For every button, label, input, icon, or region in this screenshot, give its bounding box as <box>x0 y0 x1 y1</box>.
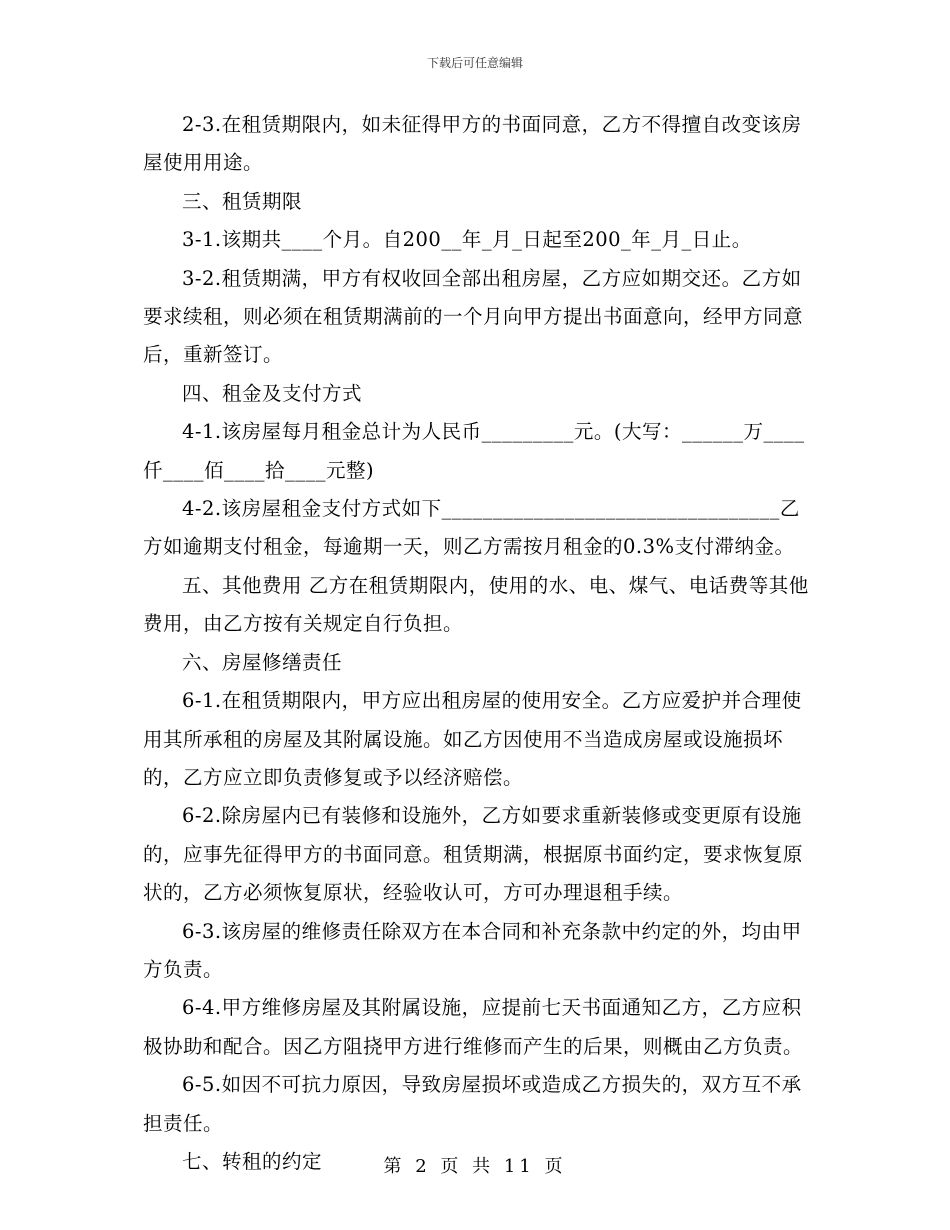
paragraph-4-2: 4-2.该房屋租金支付方式如下_________________________________乙方如逾期支付租金，每逾期一天，则乙方需按月租金的0.3%支付滞纳金。 <box>143 497 800 559</box>
paragraph-3-2: 3-2.租赁期满，甲方有权收回全部出租房屋，乙方应如期交还。乙方如要求续租，则必须在租赁期满前的一个月向甲方提出书面意向，经甲方同意后，重新签订。 <box>143 266 804 367</box>
paragraph-6-3: 6-3.该房屋的维修责任除双方在本合同和补充条款中约定的外，均由甲方负责。 <box>143 919 802 981</box>
document-body <box>143 106 811 1181</box>
paragraph-6-2: 6-2.除房屋内已有装修和设施外，乙方如要求重新装修或变更原有设施的，应事先征得甲方的书面同意。租赁期满，根据原书面约定，要求恢复原状的，乙方必须恢复原状，经验收认可，方可办理退租手续。 <box>143 804 804 905</box>
paragraph-6-5: 6-5.如因不可抗力原因，导致房屋损坏或造成乙方损失的，双方互不承担责任。 <box>143 1073 802 1135</box>
paragraph-2-3: 2-3.在租赁期限内，如未征得甲方的书面同意，乙方不得擅自改变该房屋使用用途。 <box>143 113 802 175</box>
paragraph-6-1: 6-1.在租赁期限内，甲方应出租房屋的使用安全。乙方应爱护并合理使用其所承租的房屋及其附属设施。如乙方因使用不当造成房屋或设施损坏的，乙方应立即负责修复或予以经济赔偿。 <box>143 689 802 789</box>
paragraph-3-1: 3-1.该期共____个月。自200__年_月_日起至200_年_月_日止。 <box>182 228 752 252</box>
section-heading-lease-term: 三、租赁期限 <box>182 189 303 213</box>
section-heading-repair-responsibility: 六、房屋修缮责任 <box>182 650 343 674</box>
section-other-fees: 五、其他费用 乙方在租赁期限内，使用的水、电、煤气、电话费等其他费用，由乙方按有关规定自行负担。 <box>143 573 809 636</box>
page-header: 下载后可任意编辑 <box>426 56 523 70</box>
section-heading-rent-payment: 四、租金及支付方式 <box>182 381 363 405</box>
paragraph-4-1: 4-1.该房屋每月租金总计为人民币_________元。(大写：______万____仟____佰____拾____元整) <box>143 420 805 482</box>
page-number-footer: 第 2 页 共 11 页 <box>383 1156 567 1177</box>
paragraph-6-4: 6-4.甲方维修房屋及其附属设施，应提前七天书面通知乙方，乙方应积极协助和配合。因乙方阻挠甲方进行维修而产生的后果，则概由乙方负责。 <box>143 996 804 1058</box>
section-heading-sublease: 七、转租的约定 <box>182 1149 323 1173</box>
